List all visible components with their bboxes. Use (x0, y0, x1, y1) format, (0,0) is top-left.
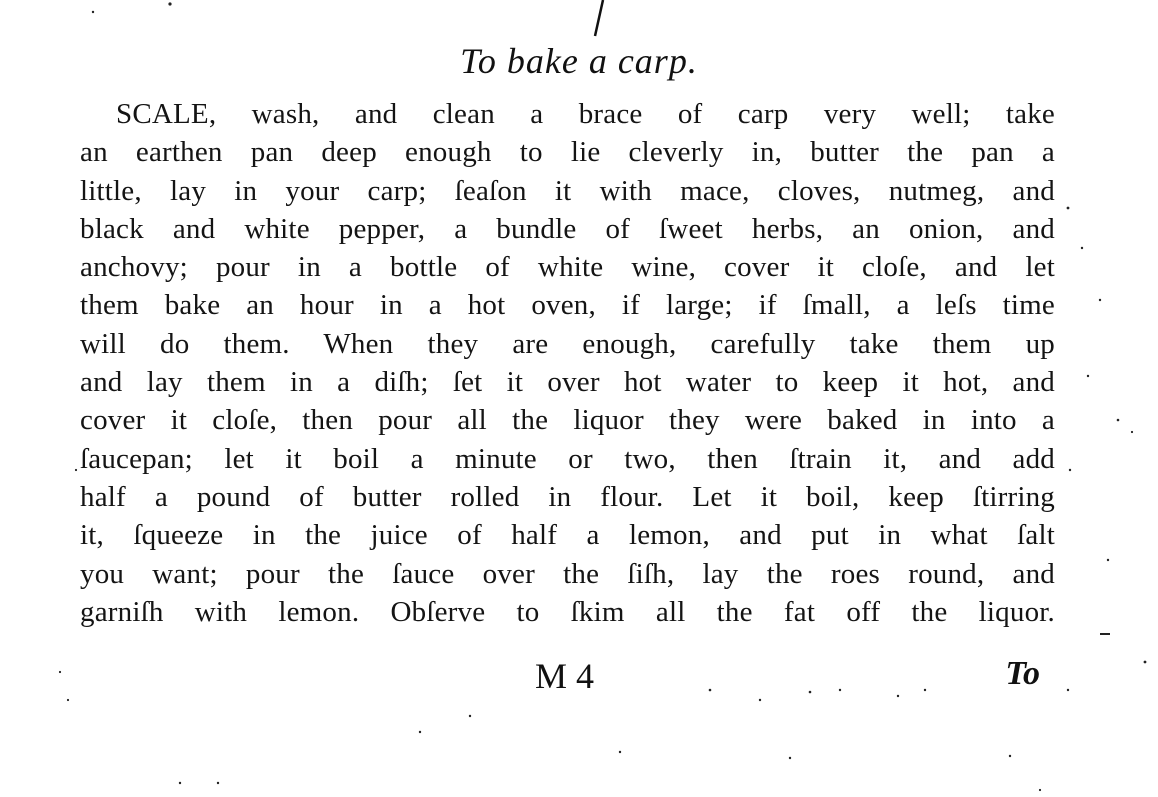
text-line: garniſh with lemon. Obſerve to ſkim all the fat off the liquor. (80, 595, 1055, 628)
recipe-title: To bake a carp. (460, 41, 698, 81)
text-line: anchovy; pour in a bottle of white wine, cover it cloſe, and let (80, 251, 1055, 284)
text-line: ſaucepan; let it boil a minute or two, then ſtrain it, and add (80, 442, 1055, 475)
text-line: cover it cloſe, then pour all the liquor they were baked in into a (80, 404, 1055, 437)
catchword: To (1005, 655, 1040, 692)
text-line: you want; pour the ſauce over the ſiſh, lay the roes round, and (80, 557, 1055, 590)
text-line: half a pound of butter rolled in flour. Let it boil, keep ſtirring (80, 480, 1055, 513)
text-line: little, lay in your carp; ſeaſon it with mace, cloves, nutmeg, and (80, 174, 1055, 207)
text-line: them bake an hour in a hot oven, if large; if ſmall, a leſs time (80, 289, 1055, 322)
text-line: an earthen pan deep enough to lie cleverly in, butter the pan a (80, 136, 1055, 169)
text-line: SCALE, wash, and clean a brace of carp very well; take (116, 98, 1055, 130)
text-line: it, ſqueeze in the juice of half a lemon, and put in what ſalt (80, 519, 1055, 552)
signature-mark: M 4 (535, 656, 595, 696)
text-line: and lay them in a diſh; ſet it over hot water to keep it hot, and (80, 366, 1055, 399)
text-line: black and white pepper, a bundle of ſweet herbs, an onion, and (80, 212, 1055, 245)
text-line: will do them. When they are enough, carefully take them up (80, 327, 1055, 360)
recipe-body (80, 95, 1055, 631)
